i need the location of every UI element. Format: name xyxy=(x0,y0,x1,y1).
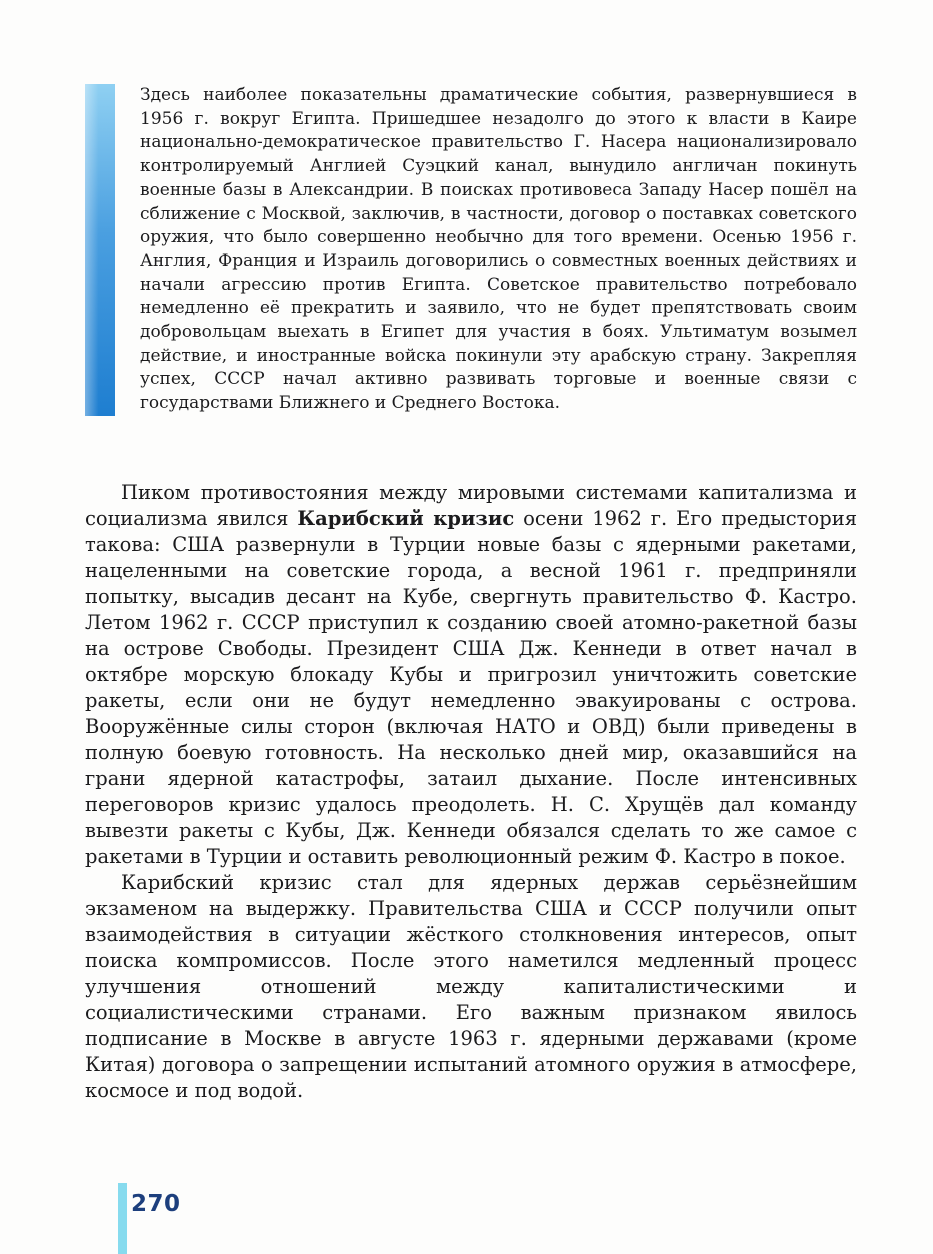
page-number: 270 xyxy=(131,1191,181,1217)
quote-accent-bar xyxy=(85,84,115,416)
paragraph-text-before-bold: Пиком противостояния между мировыми системами капитализма и социализма явился xyxy=(85,481,857,530)
bold-term-caribbean-crisis: Карибский кризис xyxy=(297,507,515,530)
main-text xyxy=(85,480,857,1104)
paragraph-text-after-bold: осени 1962 г. Его предыстория такова: США развернули в Турции новые базы с ядерными ракетами, нацеленными на советские города, а весной 1961 г. предприняли попытку, высадив десант на Кубе, свергнуть правительство Ф. Кастро. Летом 1962 г. СССР приступил к созданию своей атомно-ракетной базы на острове Свободы. Президент США Дж. Кеннеди в ответ начал в октябре морскую блокаду Кубы и пригрозил уничтожить советские ракеты, если они не будут немедленно эвакуированы с острова. Вооружённые силы сторон (включая НАТО и ОВД) были приведены в полную боевую готовность. На несколько дней мир, оказавшийся на грани ядерной катастрофы, затаил дыхание. После интенсивных переговоров кризис удалось преодолеть. Н. С. Хрущёв дал команду вывезти ракеты с Кубы, Дж. Кеннеди обязался сделать то же самое с ракетами в Турции и оставить революционный режим Ф. Кастро в покое. xyxy=(85,507,857,868)
quote-text: Здесь наиболее показательны драматические события, развернувшиеся в 1956 г. вокруг Египта. Пришедшее незадолго до этого к власти в Каире национально-демократическое правительство Г. Насера национализировало контролируемый Англией Суэцкий канал, вынудило англичан покинуть военные базы в Александрии. В поисках противовеса Западу Насер пошёл на сближение с Москвой, заключив, в частности, договор о поставках советского оружия, что было совершенно необычно для того времени. Осенью 1956 г. Англия, Франция и Израиль договорились о совместных военных действиях и начали агрессию против Египта. Советское правительство потребовало немедленно её прекратить и заявило, что не будет препятствовать своим добровольцам выехать в Египет для участия в боях. Ультиматум возымел действие, и иностранные войска покинули эту арабскую страну. Закрепляя успех, СССР начал активно развивать торговые и военные связи с государствами Ближнего и Среднего Востока. xyxy=(140,85,857,414)
sidebar-quote-block xyxy=(85,84,857,416)
footer-accent-bar xyxy=(118,1183,127,1254)
paragraph-caribbean-crisis xyxy=(85,480,857,870)
paragraph-crisis-lessons: Карибский кризис стал для ядерных держав серьёзнейшим экзаменом на выдержку. Правительства США и СССР получили опыт взаимодействия в ситуации жёсткого столкновения интересов, опыт поиска компромиссов. После этого наметился медленный процесс улучшения отношений между капиталистическими и социалистическими странами. Его важным признаком явилось подписание в Москве в августе 1963 г. ядерными державами (кроме Китая) договора о запрещении испытаний атомного оружия в атмосфере, космосе и под водой. xyxy=(85,871,857,1102)
